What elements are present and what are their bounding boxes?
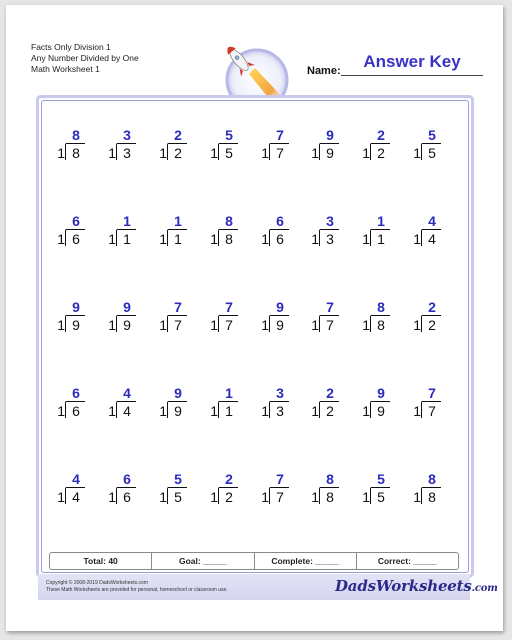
dividend: 5 — [377, 489, 385, 505]
dividend: 1 — [123, 231, 131, 247]
dividend: 7 — [225, 317, 233, 333]
quotient-answer: 2 — [428, 299, 436, 315]
dividend: 9 — [123, 317, 131, 333]
dividend: 8 — [326, 489, 334, 505]
division-problem — [55, 386, 85, 422]
quotient-answer: 5 — [225, 127, 233, 143]
division-problem — [360, 300, 390, 336]
division-problem — [411, 128, 441, 164]
quotient-answer: 9 — [174, 385, 182, 401]
dividend: 6 — [72, 231, 80, 247]
divisor: 1 — [362, 403, 370, 419]
divisor: 1 — [413, 489, 421, 505]
divisor: 1 — [261, 231, 269, 247]
division-problem — [360, 472, 390, 508]
name-underline — [341, 75, 483, 76]
quotient-answer: 1 — [377, 213, 385, 229]
quotient-answer: 1 — [225, 385, 233, 401]
divisor: 1 — [108, 489, 116, 505]
dividend: 7 — [428, 403, 436, 419]
division-problem — [208, 214, 238, 250]
dividend: 1 — [174, 231, 182, 247]
division-problem — [259, 386, 289, 422]
dividend: 9 — [276, 317, 284, 333]
division-problem — [259, 214, 289, 250]
division-problem — [411, 472, 441, 508]
division-problem — [157, 300, 187, 336]
dividend: 2 — [377, 145, 385, 161]
score-bar — [49, 552, 459, 570]
quotient-answer: 1 — [174, 213, 182, 229]
divisor: 1 — [413, 403, 421, 419]
name-label: Name: — [307, 65, 341, 77]
goal-cell: Goal: _____ — [152, 553, 254, 569]
quotient-answer: 2 — [174, 127, 182, 143]
quotient-answer: 5 — [174, 471, 182, 487]
division-problem — [157, 214, 187, 250]
worksheet-header — [31, 42, 139, 75]
divisor: 1 — [159, 403, 167, 419]
dividend: 1 — [225, 403, 233, 419]
divisor: 1 — [311, 145, 319, 161]
divisor: 1 — [108, 145, 116, 161]
dividend: 7 — [326, 317, 334, 333]
division-problem — [55, 472, 85, 508]
divisor: 1 — [261, 317, 269, 333]
dividend: 3 — [326, 231, 334, 247]
division-problem — [411, 300, 441, 336]
division-problem — [106, 386, 136, 422]
worksheet-subtitle: Any Number Divided by One — [31, 53, 139, 63]
division-problem — [208, 472, 238, 508]
quotient-answer: 6 — [123, 471, 131, 487]
brand-logo-tail: .com — [471, 583, 498, 594]
quotient-answer: 4 — [72, 471, 80, 487]
divisor: 1 — [413, 145, 421, 161]
division-problem — [309, 386, 339, 422]
quotient-answer: 9 — [72, 299, 80, 315]
divisor: 1 — [108, 231, 116, 247]
division-problem — [208, 300, 238, 336]
brand-logo-rest: Worksheets — [375, 577, 472, 595]
quotient-answer: 3 — [276, 385, 284, 401]
divisor: 1 — [57, 403, 65, 419]
complete-cell: Complete: _____ — [255, 553, 357, 569]
divisor: 1 — [159, 489, 167, 505]
quotient-answer: 7 — [276, 471, 284, 487]
dividend: 9 — [326, 145, 334, 161]
dividend: 2 — [428, 317, 436, 333]
dividend: 2 — [326, 403, 334, 419]
division-problem — [208, 386, 238, 422]
dividend: 4 — [123, 403, 131, 419]
division-problem — [360, 128, 390, 164]
quotient-answer: 4 — [123, 385, 131, 401]
division-problem — [309, 300, 339, 336]
divisor: 1 — [311, 231, 319, 247]
divisor: 1 — [362, 317, 370, 333]
dividend: 2 — [174, 145, 182, 161]
dividend: 8 — [377, 317, 385, 333]
quotient-answer: 6 — [72, 213, 80, 229]
quotient-answer: 5 — [377, 471, 385, 487]
division-problem — [411, 214, 441, 250]
total-cell: Total: 40 — [50, 553, 152, 569]
dividend: 2 — [225, 489, 233, 505]
division-problem — [157, 128, 187, 164]
division-problem — [259, 128, 289, 164]
division-problem — [360, 214, 390, 250]
correct-cell: Correct: _____ — [377, 556, 437, 566]
divisor: 1 — [57, 145, 65, 161]
quotient-answer: 9 — [377, 385, 385, 401]
divisor: 1 — [210, 317, 218, 333]
copyright-notice — [46, 580, 228, 593]
quotient-answer: 7 — [276, 127, 284, 143]
quotient-answer: 8 — [428, 471, 436, 487]
quotient-answer: 2 — [225, 471, 233, 487]
divisor: 1 — [362, 231, 370, 247]
division-problem — [309, 214, 339, 250]
quotient-answer: 9 — [276, 299, 284, 315]
division-problem — [259, 300, 289, 336]
quotient-answer: 2 — [326, 385, 334, 401]
dividend: 5 — [174, 489, 182, 505]
divisor: 1 — [311, 489, 319, 505]
usage-line: These Math Worksheets are provided for personal, homeschool or classroom use. — [46, 586, 228, 593]
quotient-answer: 7 — [428, 385, 436, 401]
division-problem — [208, 128, 238, 164]
problem-frame — [36, 95, 474, 578]
dividend: 8 — [428, 489, 436, 505]
quotient-answer: 5 — [428, 127, 436, 143]
dividend: 1 — [377, 231, 385, 247]
quotient-answer: 8 — [377, 299, 385, 315]
dividend: 9 — [72, 317, 80, 333]
quotient-answer: 8 — [72, 127, 80, 143]
division-problem — [259, 472, 289, 508]
division-problem — [106, 472, 136, 508]
divisor: 1 — [57, 317, 65, 333]
divisor: 1 — [261, 489, 269, 505]
divisor: 1 — [311, 403, 319, 419]
copyright-line: Copyright © 2008-2019 DadsWorksheets.com — [46, 580, 148, 586]
dividend: 6 — [72, 403, 80, 419]
quotient-answer: 7 — [225, 299, 233, 315]
quotient-answer: 4 — [428, 213, 436, 229]
quotient-answer: 9 — [123, 299, 131, 315]
divisor: 1 — [413, 317, 421, 333]
division-problem — [106, 300, 136, 336]
quotient-answer: 1 — [123, 213, 131, 229]
dividend: 7 — [276, 489, 284, 505]
divisor: 1 — [57, 231, 65, 247]
quotient-answer: 8 — [225, 213, 233, 229]
quotient-answer: 8 — [326, 471, 334, 487]
dividend: 5 — [428, 145, 436, 161]
divisor: 1 — [311, 317, 319, 333]
dividend: 5 — [225, 145, 233, 161]
quotient-answer: 2 — [377, 127, 385, 143]
divisor: 1 — [210, 403, 218, 419]
dividend: 9 — [174, 403, 182, 419]
dividend: 9 — [377, 403, 385, 419]
divisor: 1 — [159, 317, 167, 333]
division-problem — [157, 472, 187, 508]
problem-grid — [39, 128, 471, 528]
divisor: 1 — [108, 317, 116, 333]
division-problem — [106, 214, 136, 250]
dividend: 8 — [72, 145, 80, 161]
divisor: 1 — [159, 231, 167, 247]
dividend: 7 — [174, 317, 182, 333]
division-problem — [309, 128, 339, 164]
divisor: 1 — [159, 145, 167, 161]
divisor: 1 — [210, 145, 218, 161]
quotient-answer: 6 — [72, 385, 80, 401]
divisor: 1 — [57, 489, 65, 505]
quotient-answer: 3 — [123, 127, 131, 143]
dividend: 6 — [123, 489, 131, 505]
division-problem — [55, 128, 85, 164]
divisor: 1 — [261, 145, 269, 161]
dividend: 3 — [123, 145, 131, 161]
divisor: 1 — [210, 489, 218, 505]
division-problem — [309, 472, 339, 508]
dividend: 7 — [276, 145, 284, 161]
quotient-answer: 9 — [326, 127, 334, 143]
worksheet-title: Facts Only Division 1 — [31, 42, 111, 52]
dividend: 8 — [225, 231, 233, 247]
divisor: 1 — [362, 489, 370, 505]
divisor: 1 — [210, 231, 218, 247]
brand-logo-big: Dads — [335, 577, 376, 595]
quotient-answer: 6 — [276, 213, 284, 229]
dividend: 6 — [276, 231, 284, 247]
worksheet-number: Math Worksheet 1 — [31, 64, 100, 74]
quotient-answer: 3 — [326, 213, 334, 229]
division-problem — [55, 300, 85, 336]
division-problem — [411, 386, 441, 422]
divisor: 1 — [108, 403, 116, 419]
division-problem — [55, 214, 85, 250]
quotient-answer: 7 — [174, 299, 182, 315]
division-problem — [106, 128, 136, 164]
divisor: 1 — [362, 145, 370, 161]
brand-logo — [335, 577, 498, 595]
division-problem — [157, 386, 187, 422]
answer-key-label: Answer Key — [363, 52, 461, 71]
division-problem — [360, 386, 390, 422]
dividend: 3 — [276, 403, 284, 419]
dividend: 4 — [428, 231, 436, 247]
divisor: 1 — [261, 403, 269, 419]
dividend: 4 — [72, 489, 80, 505]
divisor: 1 — [413, 231, 421, 247]
name-field — [307, 52, 487, 76]
quotient-answer: 7 — [326, 299, 334, 315]
